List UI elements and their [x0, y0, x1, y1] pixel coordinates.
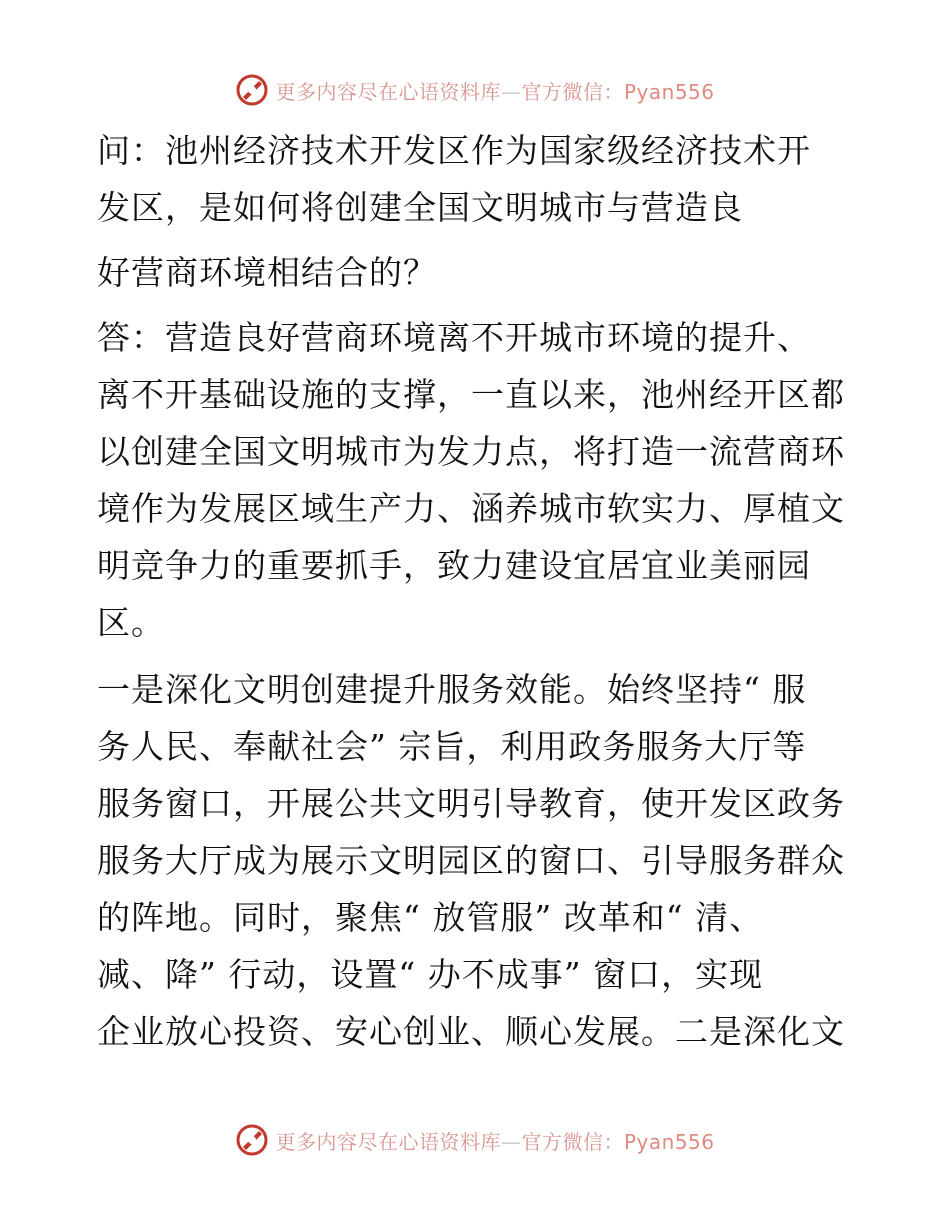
document-body — [97, 122, 857, 1060]
section1-line: 一是深化文明创建提升服务效能。始终坚持“ 服 — [97, 670, 807, 709]
section1-line: 的阵地。同时，聚焦“ 放管服” 改革和“ 清、 — [97, 898, 764, 937]
answer-line: 明竞争力的重要抓手，致力建设宜居宜业美丽园 — [97, 546, 811, 585]
answer-line: 区。 — [97, 603, 165, 642]
question-line-2: 发区，是如何将创建全国文明城市与营造良 — [97, 188, 743, 227]
section1-line: 服务大厅成为展示文明园区的窗口、引导服务群众 — [97, 841, 845, 880]
section1-line: 服务窗口，开展公共文明引导教育，使开发区政务 — [97, 784, 845, 823]
answer-line: 境作为发展区域生产力、涵养城市软实力、厚植文 — [97, 489, 845, 528]
question-line-3: 好营商环境相结合的？ — [97, 253, 437, 292]
section1-line: 减、降” 行动，设置“ 办不成事” 窗口，实现 — [97, 955, 764, 994]
pen-swirl-icon — [235, 73, 269, 107]
section1-line: 务人民、奉献社会” 宗旨，利用政务服务大厅等 — [97, 727, 807, 766]
question-line-1: 问：池州经济技术开发区作为国家级经济技术开 — [97, 131, 811, 170]
answer-line: 答：营造良好营商环境离不开城市环境的提升、 — [97, 318, 811, 357]
watermark-footer — [0, 1120, 950, 1160]
answer-line: 以创建全国文明城市为发力点，将打造一流营商环 — [97, 432, 845, 471]
section1-line: 企业放心投资、安心创业、顺心发展。二是深化文 — [97, 1012, 845, 1051]
watermark-text: 更多内容尽在心语资料库—官方微信：Pyan556 — [275, 1129, 715, 1154]
watermark-header — [0, 70, 950, 110]
watermark-text: 更多内容尽在心语资料库—官方微信：Pyan556 — [275, 79, 715, 104]
pen-swirl-icon — [235, 1123, 269, 1157]
answer-line: 离不开基础设施的支撑，一直以来，池州经开区都 — [97, 375, 845, 414]
